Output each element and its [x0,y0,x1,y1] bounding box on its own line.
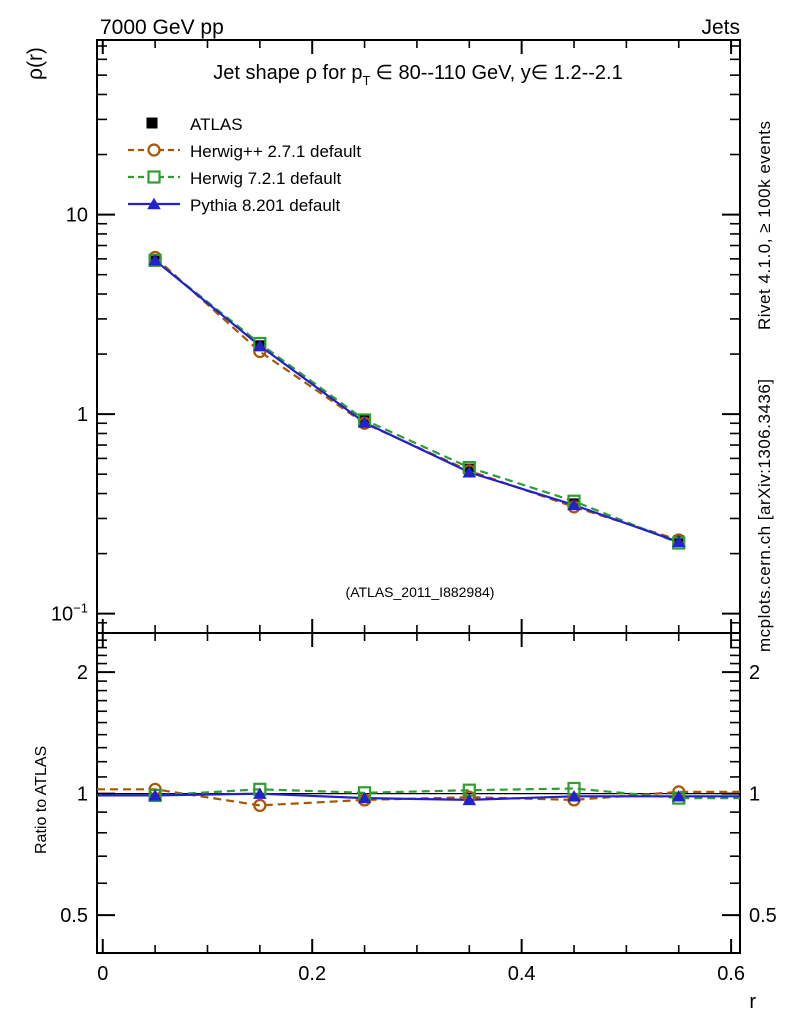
analysis-id-watermark: (ATLAS_2011_I882984) [345,584,495,600]
svg-text:1: 1 [749,783,761,806]
series-markers-atlas [150,254,685,546]
plot-title-sub: T [362,73,371,88]
svg-text:10: 10 [65,204,88,227]
legend-label-atlas: ATLAS [190,115,243,134]
svg-text:0.2: 0.2 [298,963,327,985]
legend-item-atlas [147,115,243,134]
rivet-version-note: Rivet 4.1.0, ≥ 100k events [755,120,774,330]
legend-item-pythia [128,196,341,215]
legend-label-herwigpp: Herwig++ 2.7.1 default [190,142,362,161]
plot-title [213,62,622,88]
series-markers-herwig-2-7-1-default [150,252,685,546]
series-markers-pythia-8-201-default [148,254,685,547]
svg-text:0.6: 0.6 [717,963,746,985]
svg-text:1: 1 [76,404,88,427]
filled-square-marker-icon [147,118,158,129]
series-line-pythia-8-201-default [155,260,679,542]
svg-text:0.5: 0.5 [749,905,777,928]
plot-title-pre: Jet shape ρ for p [213,62,363,84]
open-square-marker-icon [149,172,160,183]
svg-text:1: 1 [76,783,88,806]
mcplots-reference-note: mcplots.cern.ch [arXiv:1306.3436] [755,378,774,652]
y-axis-label-main: ρ(r) [24,47,47,80]
series-line-herwig-7-2-1-default [155,260,679,543]
svg-text:10−1: $10^{-1}$ [50,600,88,626]
x-axis-label: r [749,991,756,1013]
open-circle-marker-icon [149,145,160,156]
process-label: Jets [701,16,740,39]
svg-text:0.5: 0.5 [60,905,88,928]
svg-text:2: 2 [749,662,761,685]
legend-label-pythia: Pythia 8.201 default [190,196,341,215]
legend-item-herwigpp [128,142,361,161]
svg-text:2: 2 [76,662,88,685]
svg-text:0.4: 0.4 [507,963,536,985]
legend [128,115,361,215]
y-axis-tick-labels-main [51,205,88,626]
y-axis-ticks-ratio [97,640,740,915]
series-markers-herwig-7-2-1-default [150,255,685,549]
series-line-herwig-2-7-1-default [155,257,679,540]
beam-energy-label: 7000 GeV pp [100,16,224,39]
plot-title-post: ∈ 80--110 GeV, y∈ 1.2--2.1 [375,62,623,84]
legend-item-herwig7 [128,169,341,188]
y-axis-label-ratio: Ratio to ATLAS [33,745,50,854]
series-lines-main [155,257,679,543]
series-lines-ratio [97,789,740,806]
svg-text:0: 0 [97,963,109,985]
x-axis-tick-labels [97,963,745,985]
legend-label-herwig7: Herwig 7.2.1 default [190,169,342,188]
